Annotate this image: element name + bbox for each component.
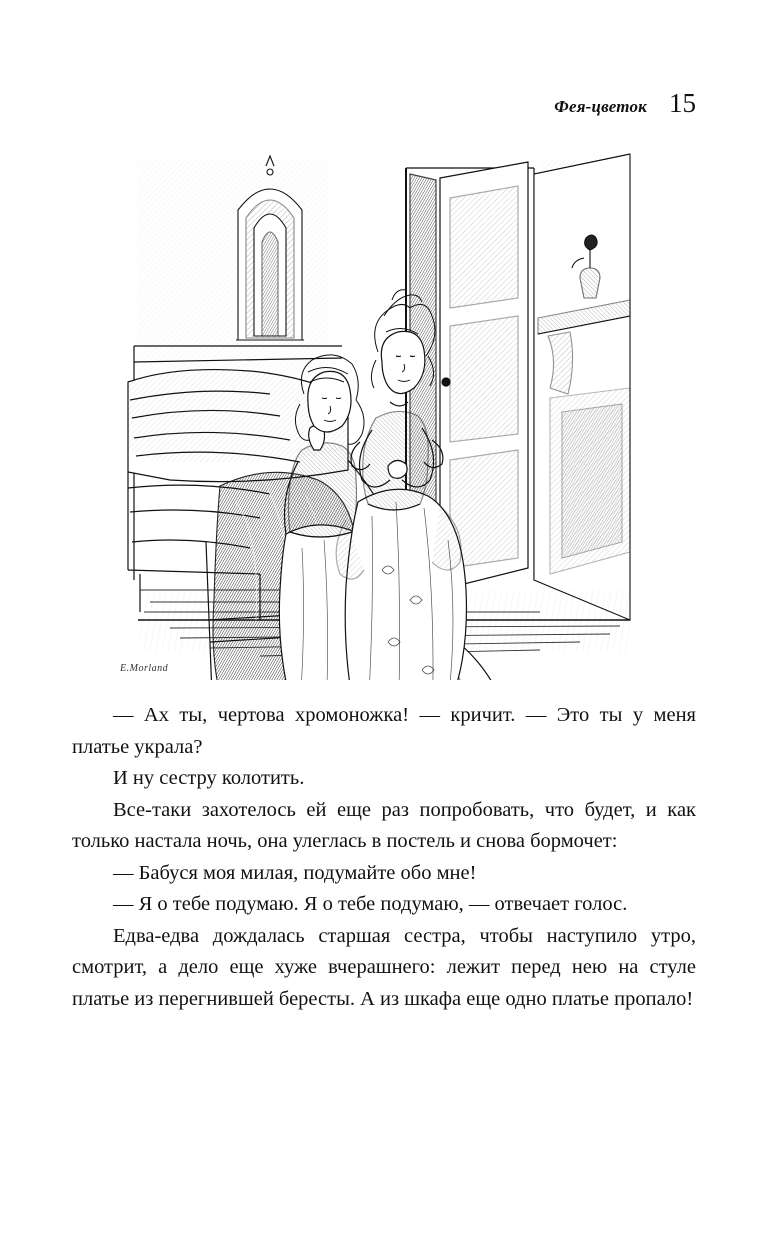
paragraph: — Я о тебе подумаю. Я о тебе подумаю, — отвечает голос. bbox=[113, 893, 628, 915]
body-text bbox=[72, 700, 696, 1015]
paragraph: И ну сестру колотить. bbox=[113, 767, 305, 789]
page-number: 15 bbox=[669, 88, 696, 118]
paragraph: Все-таки захотелось ей еще раз попробовать, что будет, и как только настала ночь, она улеглась в постель и снова бормочет: bbox=[72, 798, 696, 852]
paragraph: — Ах ты, чертова хромоножка! — кричит. — Это ты у меня платье украла? bbox=[72, 704, 696, 758]
illustration bbox=[110, 150, 658, 680]
paragraph: Едва-едва дождалась старшая сестра, чтобы наступило утро, смотрит, а дело еще хуже вчерашнего: лежит перед нею на стуле платье из перегнившей бересты. А из шкафа еще одно платье пропало! bbox=[72, 924, 696, 1010]
running-head bbox=[554, 88, 696, 119]
paragraph: — Бабуся моя милая, подумайте обо мне! bbox=[113, 861, 477, 884]
illustration-signature: E.Morland bbox=[120, 663, 169, 674]
running-head-title: Фея-цветок bbox=[554, 97, 647, 116]
